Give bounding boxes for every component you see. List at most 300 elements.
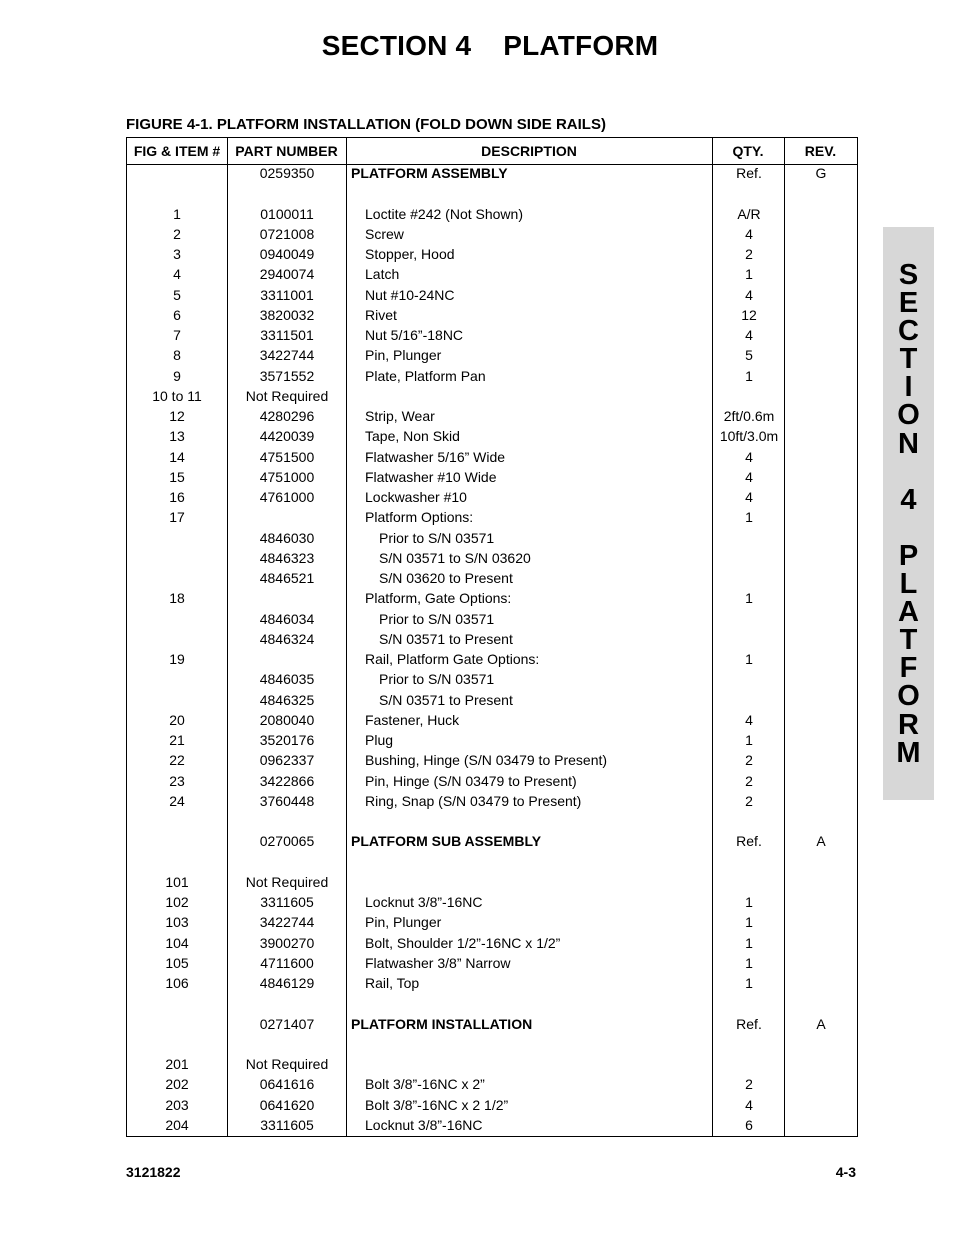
qty-cell — [713, 386, 785, 406]
part-number-cell: 3311605 — [260, 894, 314, 910]
rev-cell — [785, 953, 857, 973]
table-row — [127, 973, 857, 993]
part-number-cell: 0940049 — [259, 246, 315, 262]
fig-item-cell: 24 — [169, 792, 185, 809]
table-row — [127, 649, 857, 669]
part-number-cell: 4846521 — [259, 570, 315, 586]
description-cell: Prior to S/N 03571 — [379, 671, 495, 688]
table-row — [127, 811, 857, 831]
rev-cell — [785, 649, 857, 669]
side-tab-letter — [883, 514, 934, 542]
qty-cell: 1 — [745, 651, 753, 667]
fig-item-cell — [127, 811, 227, 831]
fig-item-cell: 101 — [165, 873, 189, 890]
fig-item-cell — [127, 669, 227, 689]
header-part-number: PART NUMBER — [235, 143, 338, 159]
qty-cell: 1 — [745, 934, 753, 951]
part-number-cell: 4751500 — [259, 448, 315, 465]
rev-cell — [785, 872, 857, 892]
table-row — [127, 771, 857, 791]
rev-cell — [785, 933, 857, 953]
side-tab-letter: C — [898, 315, 919, 348]
rev-cell — [785, 568, 857, 588]
description-cell: Loctite #242 (Not Shown) — [365, 205, 523, 222]
description-cell: S/N 03571 to Present — [379, 691, 513, 708]
part-number-cell: 0271407 — [259, 1015, 315, 1032]
qty-cell: A/R — [737, 205, 761, 222]
fig-item-cell — [127, 548, 227, 568]
rev-cell — [785, 305, 857, 325]
part-number-cell — [227, 993, 347, 1013]
part-number-cell: 4846129 — [259, 975, 315, 991]
description-cell: Stopper, Hood — [365, 246, 455, 262]
description-cell — [351, 386, 725, 406]
table-row — [127, 1074, 857, 1094]
qty-cell: 1 — [745, 590, 753, 607]
description-cell: Platform Options: — [365, 509, 474, 526]
rev-cell — [785, 791, 857, 811]
table-row — [127, 629, 857, 649]
description-cell — [351, 811, 711, 831]
header-description: DESCRIPTION — [481, 143, 577, 159]
table-row — [127, 507, 857, 527]
fig-item-cell: 204 — [165, 1116, 189, 1133]
part-number-cell: 2940074 — [259, 266, 315, 283]
table-row — [127, 1014, 857, 1034]
description-cell: Nut 5/16”-18NC — [365, 327, 464, 343]
table-row — [127, 1054, 857, 1074]
table-row — [127, 183, 857, 203]
rev-cell: G — [815, 165, 827, 181]
rev-cell — [785, 325, 857, 345]
part-number-cell — [227, 811, 347, 831]
fig-item-cell: 10 to 11 — [152, 387, 202, 404]
table-row — [127, 467, 857, 487]
fig-item-cell: 103 — [165, 914, 189, 931]
rev-cell — [785, 629, 857, 649]
qty-cell: 4 — [745, 468, 753, 485]
qty-cell: 2 — [745, 752, 753, 769]
part-number-cell: 4751000 — [259, 468, 315, 485]
description-cell — [351, 872, 725, 892]
qty-cell — [713, 811, 785, 831]
description-cell: S/N 03571 to S/N 03620 — [379, 549, 531, 566]
qty-cell — [713, 183, 785, 203]
qty-cell: Ref. — [736, 833, 762, 850]
description-cell: Prior to S/N 03571 — [379, 610, 495, 627]
table-row — [127, 163, 857, 183]
qty-cell — [713, 852, 785, 872]
fig-item-cell: 105 — [165, 954, 189, 971]
side-tab-label — [883, 261, 934, 767]
rev-cell — [785, 892, 857, 912]
description-cell — [351, 1054, 725, 1074]
table-row — [127, 426, 857, 446]
part-number-cell: 3422866 — [259, 772, 315, 789]
fig-item-cell: 1 — [173, 205, 181, 222]
rev-cell — [785, 852, 857, 872]
fig-item-cell: 201 — [165, 1056, 189, 1072]
page-title: SECTION 4 PLATFORM — [321, 30, 659, 61]
fig-item-cell: 21 — [169, 732, 185, 748]
fig-item-cell: 19 — [169, 651, 185, 667]
side-tab-letter: E — [898, 287, 919, 320]
rev-cell — [785, 811, 857, 831]
table-row — [127, 285, 857, 305]
part-number-cell: 3422744 — [259, 347, 315, 364]
rev-cell — [785, 224, 857, 244]
rev-cell — [785, 1095, 857, 1115]
fig-item-cell: 7 — [173, 327, 181, 343]
fig-item-cell: 18 — [169, 590, 185, 607]
table-row — [127, 386, 857, 406]
header-rev: REV. — [804, 143, 837, 159]
part-number-cell: 4711600 — [260, 954, 314, 971]
description-cell: Rail, Platform Gate Options: — [365, 651, 540, 667]
description-cell: Flatwasher 5/16” Wide — [365, 448, 506, 465]
fig-item-cell: 2 — [173, 225, 181, 242]
description-cell: Locknut 3/8”-16NC — [365, 894, 483, 910]
description-cell: Flatwasher 3/8” Narrow — [365, 954, 511, 971]
qty-cell: 2 — [745, 792, 753, 809]
qty-cell: 4 — [745, 711, 753, 728]
table-row — [127, 912, 857, 932]
fig-item-cell — [127, 568, 227, 588]
rev-cell — [785, 710, 857, 730]
description-cell: Strip, Wear — [365, 408, 435, 424]
part-number-cell: 0259350 — [259, 165, 315, 181]
table-row — [127, 204, 857, 224]
table-row — [127, 406, 857, 426]
rev-cell — [785, 1115, 857, 1135]
side-tab-letter: M — [896, 736, 921, 769]
qty-cell: 4 — [745, 489, 753, 505]
table-row — [127, 224, 857, 244]
table-row — [127, 953, 857, 973]
description-cell: Fastener, Huck — [365, 711, 460, 728]
fig-item-cell: 106 — [165, 975, 189, 991]
figure-title: FIGURE 4-1. PLATFORM INSTALLATION (FOLD DOWN SIDE RAILS) — [126, 116, 606, 133]
table-row — [127, 690, 857, 710]
part-number-cell — [227, 852, 347, 872]
table-row — [127, 791, 857, 811]
part-number-cell: 0270065 — [259, 833, 315, 850]
description-cell — [351, 1034, 711, 1054]
part-number-cell: 4420039 — [259, 428, 315, 445]
table-row — [127, 1034, 857, 1054]
qty-cell — [713, 993, 785, 1013]
fig-item-cell: 203 — [165, 1096, 189, 1113]
parts-table — [126, 137, 858, 1137]
fig-item-cell — [127, 852, 227, 872]
fig-item-cell — [127, 183, 227, 203]
description-cell: Nut #10-24NC — [365, 286, 455, 303]
rev-cell — [785, 1074, 857, 1094]
fig-item-cell — [127, 1014, 227, 1034]
description-cell: Screw — [365, 225, 404, 242]
fig-item-cell — [127, 993, 227, 1013]
table-row — [127, 264, 857, 284]
fig-item-cell: 5 — [173, 286, 181, 303]
part-number-cell: 3311605 — [260, 1116, 314, 1133]
table-row — [127, 528, 857, 548]
qty-cell — [713, 669, 785, 689]
table-row — [127, 831, 857, 851]
fig-item-cell: 9 — [173, 367, 181, 384]
part-number-cell: 4846035 — [259, 671, 315, 688]
side-tab-letter: F — [899, 652, 918, 685]
fig-item-cell: 23 — [169, 772, 185, 789]
qty-cell — [713, 1034, 785, 1054]
part-number-cell: 4846324 — [259, 630, 315, 647]
fig-item-cell: 15 — [169, 468, 185, 485]
part-number-cell: 3820032 — [259, 306, 315, 323]
qty-cell — [713, 1054, 785, 1074]
qty-cell — [713, 629, 785, 649]
rev-cell — [785, 973, 857, 993]
rev-cell: A — [816, 833, 826, 850]
table-row — [127, 487, 857, 507]
rev-cell — [785, 730, 857, 750]
description-cell: Pin, Hinge (S/N 03479 to Present) — [365, 772, 577, 789]
table-row — [127, 872, 857, 892]
qty-cell: 1 — [745, 266, 753, 283]
rev-cell — [785, 366, 857, 386]
fig-item-cell: 102 — [165, 894, 189, 910]
rev-cell — [785, 285, 857, 305]
table-row — [127, 366, 857, 386]
rev-cell — [785, 345, 857, 365]
fig-item-cell — [127, 690, 227, 710]
qty-cell: 10ft/3.0m — [719, 428, 779, 445]
rev-cell — [785, 771, 857, 791]
rev-cell — [785, 609, 857, 629]
header-fig-item: FIG & ITEM # — [133, 143, 221, 159]
qty-cell: 4 — [745, 286, 753, 303]
description-cell: Plug — [365, 732, 394, 748]
rev-cell — [785, 993, 857, 1013]
qty-cell: 5 — [745, 347, 753, 364]
description-cell: Bushing, Hinge (S/N 03479 to Present) — [365, 752, 608, 769]
side-tab-letter: S — [898, 259, 919, 291]
part-number-cell: 0721008 — [259, 225, 315, 242]
rev-cell — [785, 487, 857, 507]
part-number-cell — [227, 183, 347, 203]
description-cell: Rail, Top — [365, 975, 420, 991]
table-row — [127, 588, 857, 608]
table-row — [127, 933, 857, 953]
side-tab-letter: O — [897, 399, 920, 432]
header-qty: QTY. — [732, 143, 764, 159]
qty-cell: 4 — [745, 327, 753, 343]
description-cell: Ring, Snap (S/N 03479 to Present) — [365, 792, 582, 809]
part-number-cell: 4846325 — [259, 691, 315, 708]
qty-cell — [713, 568, 785, 588]
qty-cell: 6 — [745, 1116, 753, 1133]
fig-item-cell: 16 — [169, 489, 185, 505]
rev-cell — [785, 447, 857, 467]
description-cell: Pin, Plunger — [365, 347, 442, 364]
side-tab-letter — [883, 458, 934, 486]
qty-cell — [713, 690, 785, 710]
rev-cell — [785, 386, 857, 406]
qty-cell: 2ft/0.6m — [723, 408, 775, 424]
part-number-cell: 3760448 — [259, 792, 315, 809]
table-row — [127, 669, 857, 689]
doc-number: 3121822 — [126, 1164, 181, 1180]
side-tab-letter: T — [899, 343, 918, 376]
section-side-tab — [883, 227, 934, 800]
qty-cell: 1 — [745, 914, 753, 931]
part-number-cell: 4846323 — [259, 549, 315, 566]
fig-item-cell — [127, 163, 227, 183]
qty-cell — [713, 528, 785, 548]
qty-cell — [713, 872, 785, 892]
rev-cell — [785, 406, 857, 426]
rev-cell — [785, 467, 857, 487]
part-number-cell: 4280296 — [259, 408, 315, 424]
qty-cell: 1 — [745, 954, 753, 971]
rev-cell — [785, 426, 857, 446]
rev-cell — [785, 264, 857, 284]
qty-cell: 4 — [745, 1096, 753, 1113]
description-cell: S/N 03620 to Present — [379, 570, 513, 586]
fig-item-cell — [127, 528, 227, 548]
qty-cell — [713, 609, 785, 629]
side-tab-letter: T — [899, 624, 918, 657]
rev-cell — [785, 1054, 857, 1074]
part-number-cell — [227, 507, 347, 527]
description-cell: Lockwasher #10 — [365, 489, 467, 505]
part-number-cell: 2080040 — [259, 711, 315, 728]
part-number-cell — [227, 649, 347, 669]
rev-cell: A — [816, 1015, 826, 1032]
qty-cell: Ref. — [736, 165, 762, 181]
qty-cell: 1 — [745, 894, 753, 910]
part-number-cell: 0962337 — [259, 752, 315, 769]
table-row — [127, 1115, 857, 1135]
qty-cell — [713, 548, 785, 568]
rev-cell — [785, 690, 857, 710]
part-number-cell: 0641616 — [259, 1076, 315, 1093]
rev-cell — [785, 548, 857, 568]
part-number-cell: 0641620 — [259, 1096, 315, 1113]
table-header — [127, 138, 857, 165]
rev-cell — [785, 669, 857, 689]
description-cell — [351, 993, 711, 1013]
description-cell — [351, 183, 711, 203]
description-cell: Rivet — [365, 306, 397, 323]
description-cell: PLATFORM INSTALLATION — [351, 1015, 533, 1032]
part-number-cell: Not Required — [245, 387, 329, 404]
fig-item-cell: 8 — [173, 347, 181, 364]
description-cell: Pin, Plunger — [365, 914, 442, 931]
side-tab-letter: R — [898, 708, 919, 741]
fig-item-cell — [127, 609, 227, 629]
fig-item-cell: 17 — [169, 509, 185, 526]
description-cell — [351, 852, 711, 872]
table-row — [127, 548, 857, 568]
part-number-cell: 3571552 — [259, 367, 315, 384]
qty-cell: Ref. — [736, 1015, 762, 1032]
qty-cell: 2 — [745, 772, 753, 789]
fig-item-cell: 20 — [169, 711, 185, 728]
side-tab-letter: O — [897, 680, 920, 713]
qty-cell: 2 — [745, 246, 753, 262]
description-cell: Bolt, Shoulder 1/2”-16NC x 1/2” — [365, 934, 561, 951]
description-cell: Bolt 3/8”-16NC x 2” — [365, 1076, 485, 1093]
part-number-cell — [227, 588, 347, 608]
side-tab-letter: 4 — [900, 483, 917, 516]
fig-item-cell: 4 — [173, 266, 181, 283]
description-cell: Tape, Non Skid — [365, 428, 460, 445]
fig-item-cell: 202 — [165, 1076, 189, 1093]
table-row — [127, 892, 857, 912]
qty-cell: 2 — [745, 1076, 753, 1093]
table-body — [127, 163, 857, 1135]
table-row — [127, 710, 857, 730]
description-cell: S/N 03571 to Present — [379, 630, 513, 647]
part-number-cell: 0100011 — [260, 205, 314, 222]
qty-cell: 1 — [745, 975, 753, 991]
description-cell: Plate, Platform Pan — [365, 367, 486, 384]
fig-item-cell: 13 — [169, 428, 185, 445]
fig-item-cell: 3 — [173, 246, 181, 262]
side-tab-letter: P — [898, 539, 919, 572]
part-number-cell: 3900270 — [259, 934, 315, 951]
side-tab-letter: I — [904, 371, 913, 404]
fig-item-cell — [127, 1034, 227, 1054]
fig-item-cell — [127, 831, 227, 851]
description-cell: Bolt 3/8”-16NC x 2 1/2” — [365, 1096, 509, 1113]
part-number-cell: 4846034 — [259, 610, 315, 627]
description-cell: Flatwasher #10 Wide — [365, 468, 497, 485]
part-number-cell: 3311001 — [260, 286, 314, 303]
description-cell: Prior to S/N 03571 — [379, 529, 495, 546]
rev-cell — [785, 528, 857, 548]
fig-item-cell: 12 — [169, 408, 185, 424]
table-row — [127, 993, 857, 1013]
table-row — [127, 568, 857, 588]
fig-item-cell — [127, 629, 227, 649]
table-row — [127, 852, 857, 872]
rev-cell — [785, 588, 857, 608]
qty-cell: 1 — [745, 732, 753, 748]
rev-cell — [785, 244, 857, 264]
rev-cell — [785, 1034, 857, 1054]
rev-cell — [785, 912, 857, 932]
page-number: 4-3 — [835, 1164, 856, 1180]
rev-cell — [785, 507, 857, 527]
table-row — [127, 447, 857, 467]
part-number-cell: 3520176 — [259, 732, 315, 748]
part-number-cell: Not Required — [245, 1056, 329, 1072]
part-number-cell — [227, 1034, 347, 1054]
description-cell: PLATFORM SUB ASSEMBLY — [351, 833, 542, 850]
description-cell: Platform, Gate Options: — [365, 590, 512, 607]
side-tab-letter: N — [898, 427, 919, 460]
table-row — [127, 750, 857, 770]
part-number-cell: Not Required — [245, 873, 329, 890]
table-row — [127, 325, 857, 345]
side-tab-letter: A — [898, 596, 919, 629]
rev-cell — [785, 183, 857, 203]
qty-cell: 4 — [745, 225, 753, 242]
fig-item-cell: 14 — [169, 448, 185, 465]
table-row — [127, 609, 857, 629]
table-row — [127, 730, 857, 750]
qty-cell: 1 — [745, 509, 753, 526]
